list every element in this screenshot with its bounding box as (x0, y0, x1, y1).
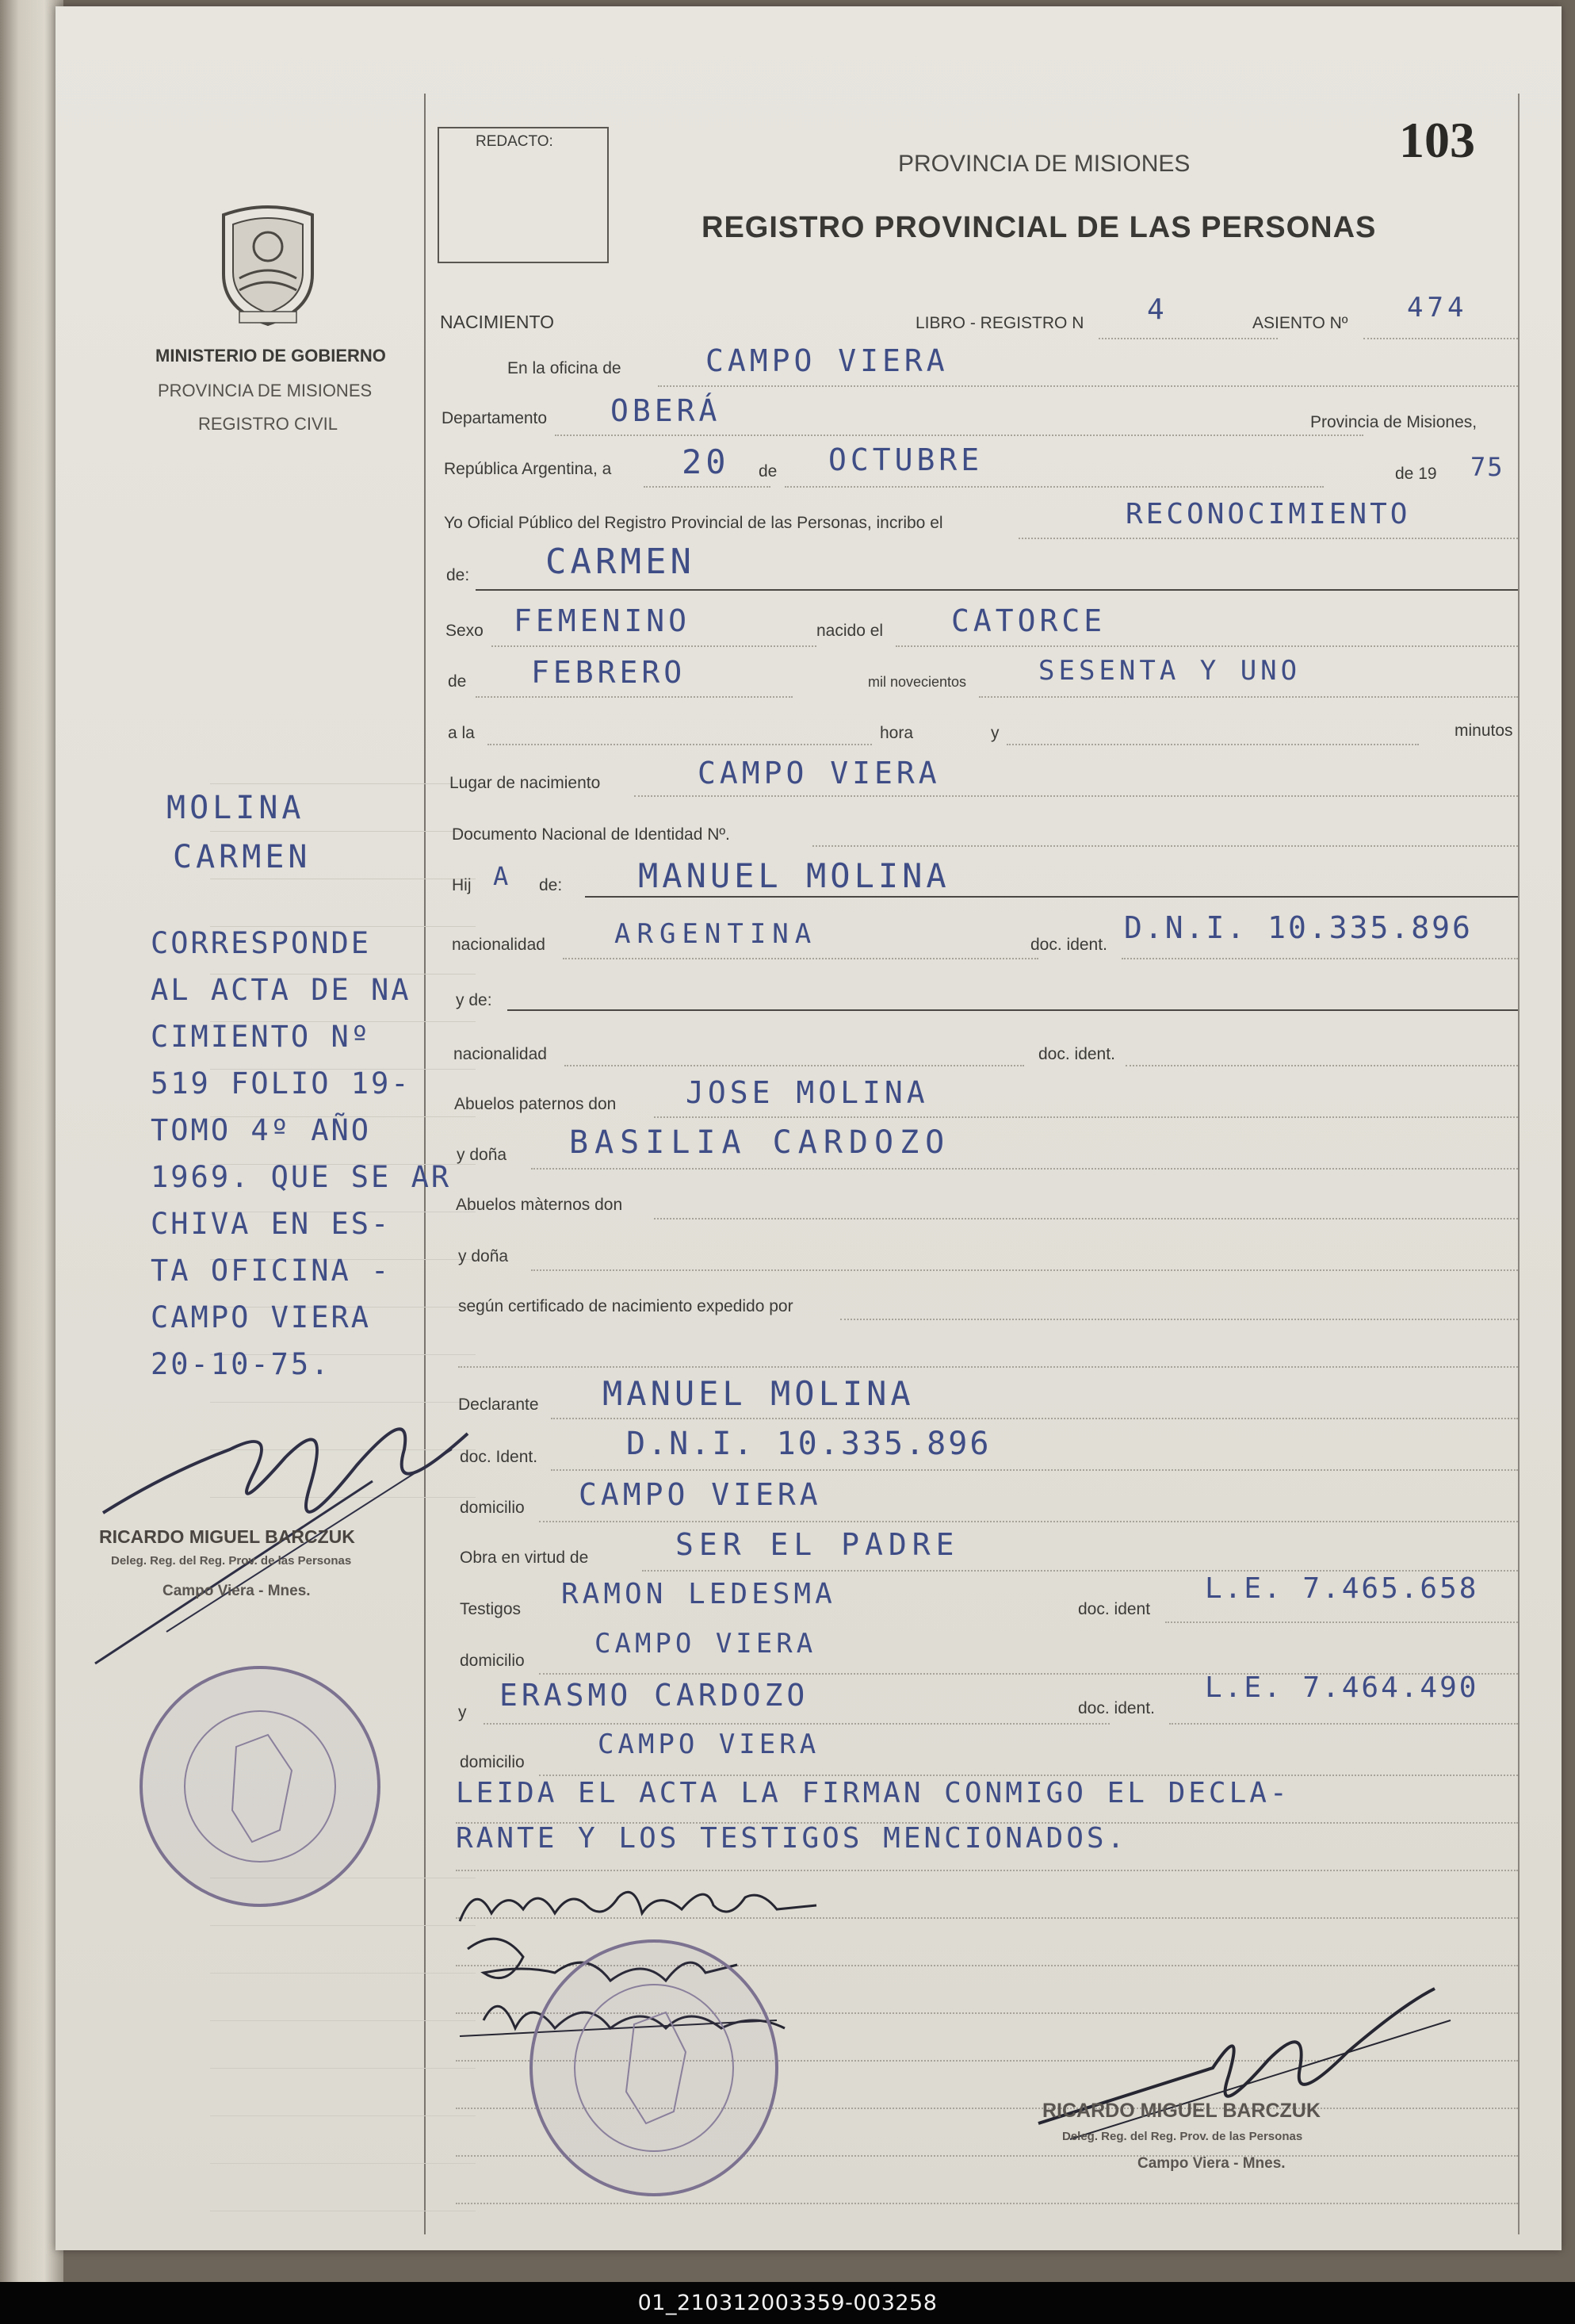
anio-value: 75 (1470, 452, 1504, 482)
domicilio-value: CAMPO VIERA (579, 1477, 822, 1512)
ydona2-label: y doña (458, 1247, 509, 1265)
docident2-label: doc. ident. (1038, 1045, 1115, 1063)
testigo2-value: ERASMO CARDOZO (499, 1678, 809, 1713)
docident-label: doc. ident. (1030, 936, 1107, 954)
nacionalidad-value: ARGENTINA (614, 918, 818, 950)
departamento-label: Departamento (442, 409, 548, 427)
margin-note (151, 926, 491, 1394)
registry-title: REGISTRO PROVINCIAL DE LAS PERSONAS (701, 211, 1377, 244)
testigo1-doc: L.E. 7.465.658 (1205, 1572, 1479, 1605)
mil-label: mil novecientos (868, 674, 967, 690)
oficina-value: CAMPO VIERA (705, 343, 949, 378)
leida-line2: RANTE Y LOS TESTIGOS MENCIONADOS. (456, 1822, 1128, 1855)
redactado-box (438, 127, 609, 263)
abuelos-pat-label: Abuelos paternos don (454, 1095, 617, 1113)
official-stamp-place: Campo Viera - Mnes. (1137, 2155, 1286, 2172)
ministry-emblem (208, 199, 328, 327)
declarante-value: MANUEL MOLINA (602, 1374, 915, 1413)
mes-value: OCTUBRE (828, 442, 984, 477)
anio-nac-value: SESENTA Y UNO (1038, 655, 1302, 687)
nacionalidad2-label: nacionalidad (453, 1045, 547, 1063)
civil-registry-label: REGISTRO CIVIL (198, 414, 338, 434)
bottom-round-seal (523, 1933, 785, 2203)
hij-value: A (493, 861, 513, 891)
libro-value: 4 (1147, 293, 1168, 326)
file-id-bar (0, 2282, 1575, 2324)
facing-page-edge (0, 0, 63, 2282)
testigo2-doc: L.E. 7.464.490 (1205, 1671, 1479, 1704)
hij-de-label: de: (539, 876, 563, 894)
ministry-label: MINISTERIO DE GOBIERNO (155, 346, 386, 366)
mes-nac-value: FEBRERO (531, 655, 686, 690)
de2-label: de (448, 672, 467, 691)
domicilio3-value: CAMPO VIERA (598, 1729, 820, 1760)
lugar-label: Lugar de nacimiento (449, 774, 601, 792)
margin-note-line: CHIVA EN ES- (151, 1207, 392, 1241)
domicilio-label: domicilio (460, 1499, 525, 1517)
leida-line1: LEIDA EL ACTA LA FIRMAN CONMIGO EL DECLA- (456, 1777, 1290, 1809)
abuelos-mat-label: Abuelos màternos don (456, 1196, 623, 1214)
docident3-label: doc. Ident. (460, 1448, 538, 1466)
obra-value: SER EL PADRE (675, 1527, 960, 1562)
y-label: y (991, 724, 1000, 742)
margin-note-line: TA OFICINA - (151, 1254, 392, 1288)
nacido-value: CATORCE (951, 603, 1107, 638)
republica-label: República Argentina, a (444, 460, 612, 478)
register-page (55, 6, 1562, 2250)
de-label: de (759, 462, 778, 480)
testigos-label: Testigos (460, 1600, 522, 1618)
docident3-value: D.N.I. 10.335.896 (626, 1426, 992, 1462)
margin-name: CARMEN (173, 839, 312, 875)
documento-label: Documento Nacional de Identidad Nº. (452, 825, 730, 844)
margin-surname: MOLINA (166, 790, 305, 826)
nacionalidad-label: nacionalidad (452, 936, 545, 954)
ydona-label: y doña (457, 1146, 507, 1164)
provincia-label: Provincia de Misiones, (1310, 413, 1478, 431)
padre-value: MANUEL MOLINA (638, 856, 950, 895)
de-nombre-label: de: (446, 566, 470, 584)
redactado-label: REDACTO: (476, 133, 553, 150)
margin-note-line: CAMPO VIERA (151, 1300, 372, 1334)
docident4-label: doc. ident (1078, 1600, 1151, 1618)
yde-label: y de: (456, 991, 492, 1009)
y2-label: y (458, 1703, 467, 1721)
nacido-label: nacido el (816, 622, 884, 640)
inscripcion-value: RECONOCIMIENTO (1126, 498, 1411, 530)
hora-label: hora (880, 724, 914, 742)
ala-label: a la (448, 724, 475, 742)
left-stamp-role: Deleg. Reg. del Reg. Prov. de las Personas (111, 1554, 352, 1568)
dia-value: 20 (682, 442, 730, 481)
nombre-value: CARMEN (545, 542, 695, 582)
obra-label: Obra en virtud de (460, 1549, 589, 1567)
margin-note-line: 1969. QUE SE AR (151, 1160, 452, 1194)
file-id: 01_210312003359-003258 (637, 2291, 938, 2315)
oficina-label: En la oficina de (507, 359, 621, 377)
margin-note-line: 519 FOLIO 19- (151, 1066, 411, 1101)
minutos-label: minutos (1455, 722, 1513, 740)
lugar-value: CAMPO VIERA (698, 756, 941, 791)
official-stamp-name: RICARDO MIGUEL BARCZUK (1042, 2100, 1321, 2122)
asiento-label: ASIENTO Nº (1252, 314, 1348, 332)
sexo-value: FEMENINO (514, 603, 691, 638)
abuela-pat-value: BASILIA CARDOZO (569, 1124, 951, 1161)
left-round-seal (133, 1660, 387, 1913)
libro-label: LIBRO - REGISTRO N (916, 314, 1084, 332)
margin-note-line: CORRESPONDE (151, 926, 372, 960)
docident5-label: doc. ident. (1078, 1699, 1155, 1717)
province-title: PROVINCIA DE MISIONES (898, 151, 1191, 177)
margin-note-line: AL ACTA DE NA (151, 973, 411, 1007)
de19-label: de 19 (1395, 465, 1437, 483)
right-border-rule (1518, 94, 1520, 2234)
margin-note-line: TOMO 4º AÑO (151, 1113, 372, 1147)
margin-note-line: 20-10-75. (151, 1347, 331, 1381)
departamento-value: OBERÁ (610, 393, 721, 428)
nacimiento-label: NACIMIENTO (440, 312, 554, 332)
official-stamp-role: Deleg. Reg. del Reg. Prov. de las Personas (1062, 2130, 1303, 2143)
hij-label: Hij (452, 876, 472, 894)
domicilio2-value: CAMPO VIERA (594, 1628, 817, 1660)
asiento-value: 474 (1407, 292, 1468, 324)
province-label: PROVINCIA DE MISIONES (158, 381, 373, 400)
certificado-label: según certificado de nacimiento expedido por (458, 1297, 793, 1315)
left-stamp-name: RICARDO MIGUEL BARCZUK (99, 1526, 355, 1547)
declarante-label: Declarante (458, 1396, 539, 1414)
testigo1-value: RAMON LEDESMA (561, 1578, 836, 1610)
docident-value: D.N.I. 10.335.896 (1124, 910, 1473, 945)
oficial-label: Yo Oficial Público del Registro Provincial de las Personas, incribo el (444, 514, 943, 532)
sexo-label: Sexo (445, 622, 484, 640)
domicilio3-label: domicilio (460, 1753, 525, 1771)
abuelos-pat-value: JOSE MOLINA (686, 1075, 929, 1110)
margin-note-line: CIMIENTO Nº (151, 1020, 372, 1054)
domicilio2-label: domicilio (460, 1652, 525, 1670)
left-stamp-place: Campo Viera - Mnes. (162, 1583, 311, 1599)
page-number: 103 (1399, 112, 1475, 168)
